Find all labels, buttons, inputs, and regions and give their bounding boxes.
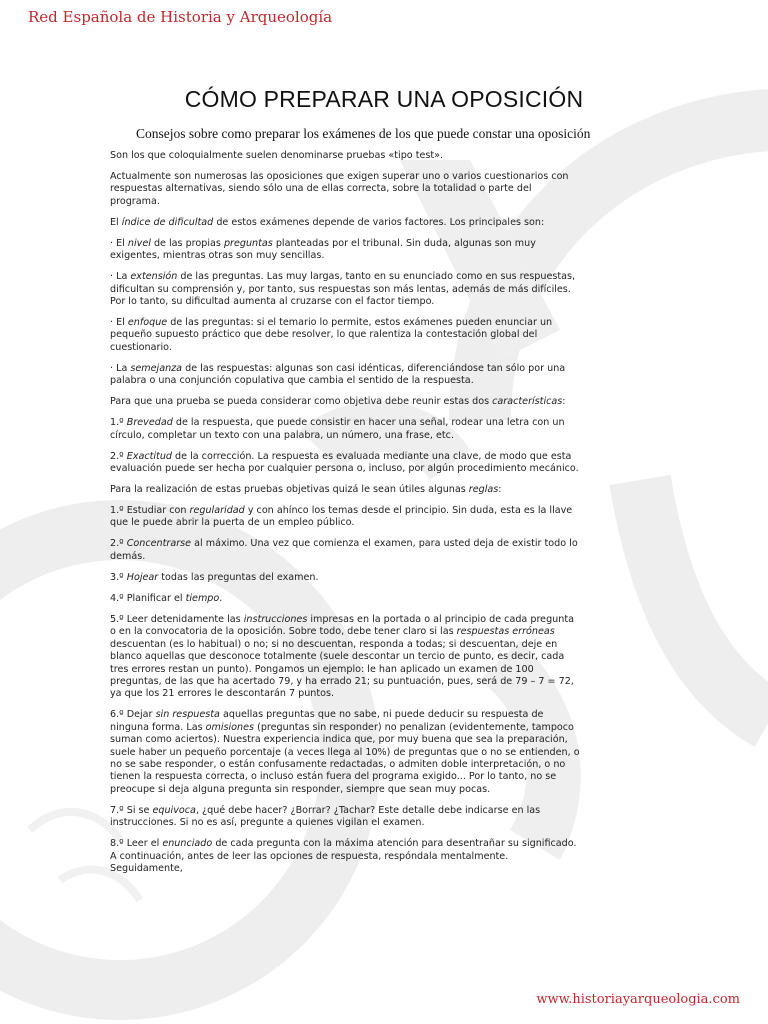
paragraph: · La extensión de las preguntas. Las muy largas, tanto en su enunciado como en sus respuestas, dificultan su comprensión y, por tanto, sus respuestas son más lentas, además de más difíciles. Por lo tanto, su dificultad aumenta al cruzarse con el factor tiempo. xyxy=(110,271,576,308)
paragraph: 8.º Leer el enunciado de cada pregunta con la máxima atención para desentrañar su significado. A continuación, antes de leer las opciones de respuesta, respóndala mentalmente. Seguidamente, xyxy=(110,838,577,874)
paragraph: · El enfoque de las preguntas: si el temario lo permite, estos exámenes pueden enunciar un pequeño supuesto práctico que debe resolver, lo que ralentiza la contestación global del cuestionario. xyxy=(110,317,553,353)
paragraph: Son los que coloquialmente suelen denominarse pruebas «tipo test». xyxy=(110,150,444,161)
paragraph: 2.º Concentrarse al máximo. Una vez que comienza el examen, para usted deja de existir todo lo demás. xyxy=(110,538,578,562)
paragraph: 2.º Exactitud de la corrección. La respuesta es evaluada mediante una clave, de modo que esta evaluación puede ser hecha por cualquier persona o, incluso, por algún procedimiento mecánico. xyxy=(110,450,579,475)
document-title: CÓMO PREPARAR UNA OPOSICIÓN xyxy=(184,86,584,112)
paragraph: 1.º Brevedad de la respuesta, que puede consistir en hacer una señal, rodear una letra con un círculo, completar un texto con una palabra, un número, una frase, etc. xyxy=(110,417,565,441)
paragraph: · El nivel de las propias preguntas planteadas por el tribunal. Sin duda, algunas son muy exigentes, mientras otras son muy sencillas. xyxy=(110,237,536,262)
paragraph: 4.º Planificar el tiempo. xyxy=(110,592,223,604)
paragraph: El índice de dificultad de estos exámenes depende de varios factores. Los principales son: xyxy=(110,216,545,228)
paragraph: 1.º Estudiar con regularidad y con ahínco los temas desde el principio. Sin duda, esta es la llave que le puede abrir la puerta de un empleo público. xyxy=(110,505,573,529)
paragraph: · La semejanza de las respuestas: algunas son casi idénticas, diferenciándose tan sólo por una palabra o una conjunción copulativa que cambia el sentido de la respuesta. xyxy=(110,362,566,387)
document-body xyxy=(110,150,580,884)
site-url-link[interactable]: www.historiayarqueologia.com xyxy=(536,992,740,1007)
site-name-header: Red Española de Historia y Arqueología xyxy=(28,8,333,26)
paragraph: 6.º Dejar sin respuesta aquellas preguntas que no sabe, ni puede deducir su respuesta de ninguna forma. Las omisiones (preguntas sin responder) no penalizan (evidentemente, tampoco suman como aciertos). Nuestra experiencia indica que, por muy buena que sea la preparación, suele haber un pequeño porcentaje (a veces llega al 10%) de preguntas que o no se entienden, o no se sabe responder, o están confusamente redactadas, o admiten doble interpretación, o no tienen la respuesta correcta, o incluso están fuera del programa exigido... Por lo tanto, no se preocupe si deja alguna pregunta sin responder, siempre que sean muy pocas. xyxy=(110,709,580,795)
document-subtitle: Consejos sobre como preparar los exámenes de los que puede constar una oposición xyxy=(136,126,591,141)
paragraph: 3.º Hojear todas las preguntas del examen. xyxy=(110,571,319,583)
paragraph: Para que una prueba se pueda considerar como objetiva debe reunir estas dos características: xyxy=(110,396,566,408)
paragraph: 5.º Leer detenidamente las instrucciones impresas en la portada o al principio de cada pregunta o en la convocatoria de la oposición. Sobre todo, debe tener claro si las respuestas erróneas descuentan (es lo habitual) o no; si no descuentan, responda a todas; si descuentan, deje en blanco aquellas que desconoce totalmente (suele descontar un tercio de punto, es decir, cada tres errores restan un punto). Pongamos un ejemplo: le han aplicado un examen de 100 preguntas, de las que ha acertado 79, y ha errado 21; su puntuación, pues, será de 79 – 7 = 72, ya que los 21 errores le descontarán 7 puntos. xyxy=(110,613,574,700)
paragraph: Para la realización de estas pruebas objetivas quizá le sean útiles algunas reglas: xyxy=(110,484,502,496)
paragraph: Actualmente son numerosas las oposiciones que exigen superar uno o varios cuestionarios con respuestas alternativas, siendo sólo una de ellas correcta, sobre la totalidad o parte del programa. xyxy=(110,171,569,207)
paragraph: 7.º Si se equivoca, ¿qué debe hacer? ¿Borrar? ¿Tachar? Este detalle debe indicarse en las instrucciones. Si no es así, pregunte a quienes vigilan el examen. xyxy=(110,804,541,829)
